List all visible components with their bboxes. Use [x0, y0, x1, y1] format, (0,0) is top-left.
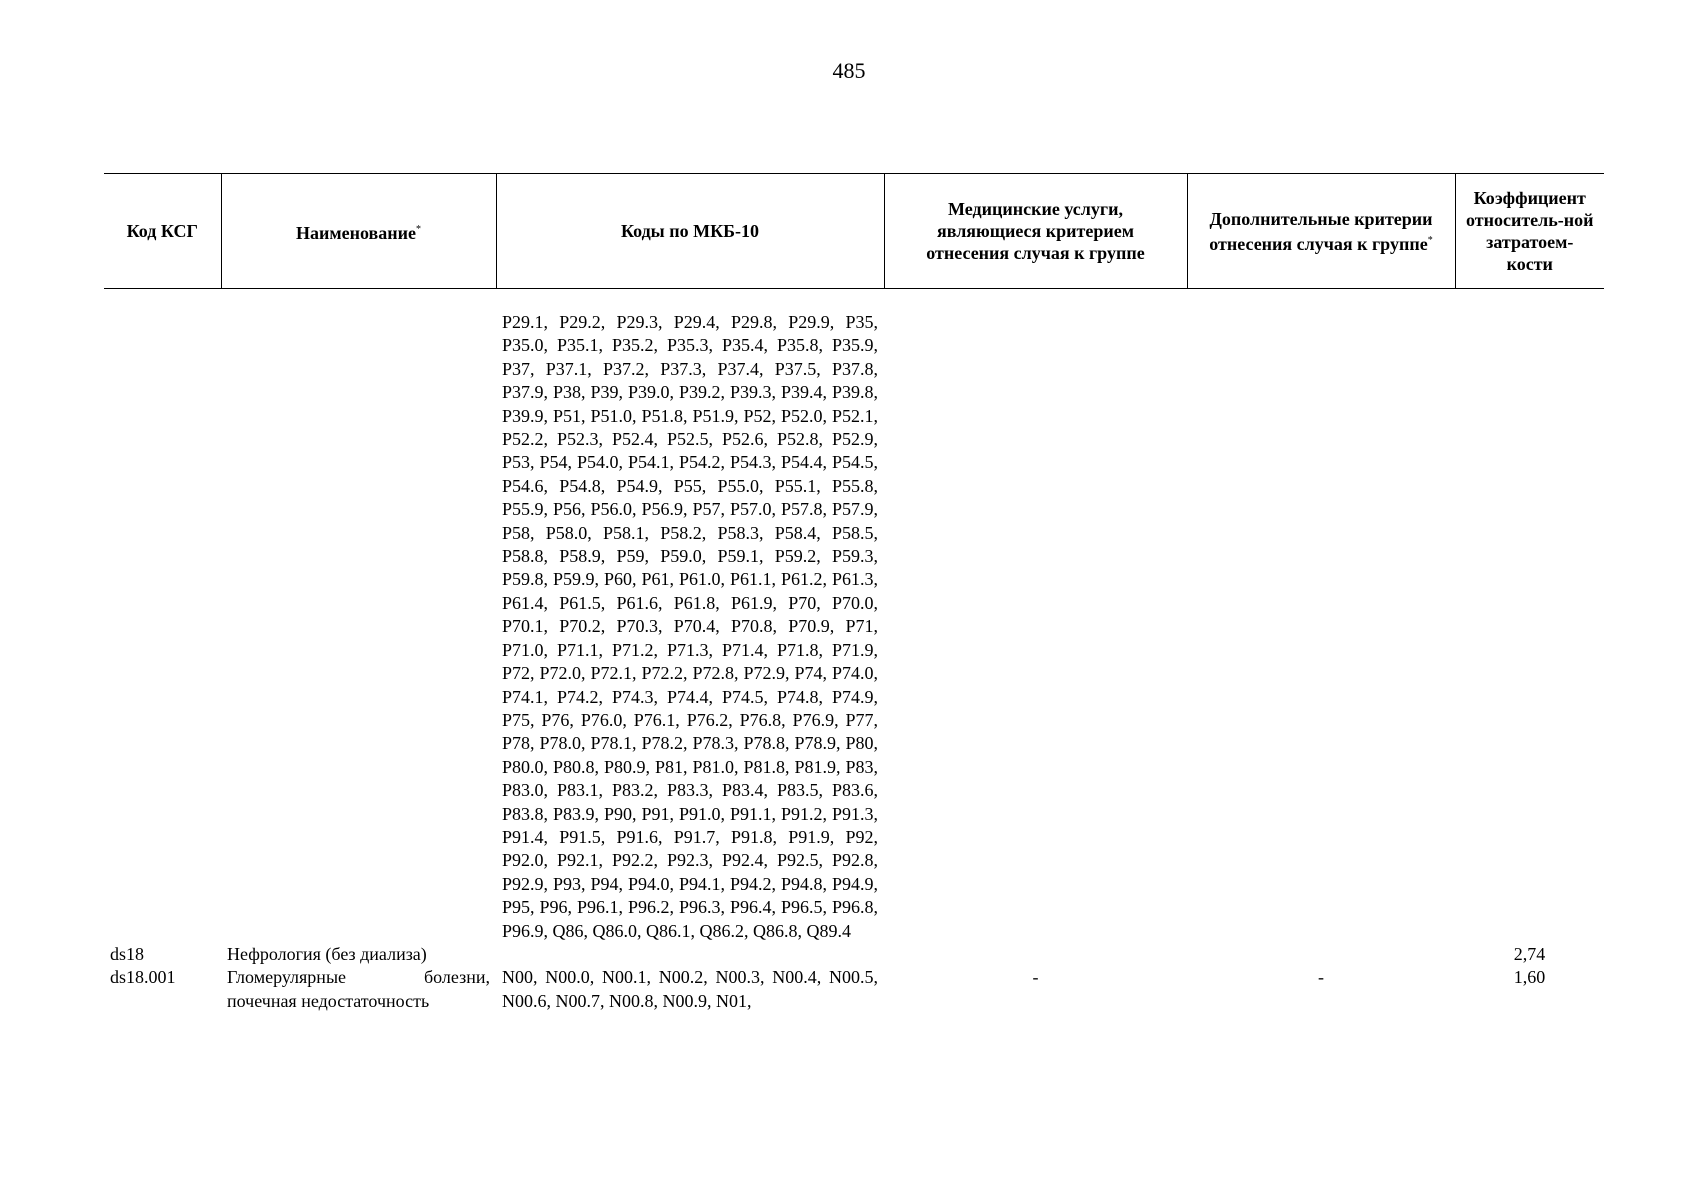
table-row: [104, 943, 1604, 966]
row-name: [221, 311, 496, 943]
header-code: Код КСГ: [104, 174, 221, 289]
row-criteria: [1187, 311, 1455, 943]
header-coefficient: Коэффициент относитель-ной затратоем-кости: [1455, 174, 1604, 289]
table-row: [104, 966, 1604, 1013]
row-icd-codes: [496, 943, 884, 966]
header-criteria: Дополнительные критерии отнесения случая к группе*: [1187, 174, 1455, 289]
row-services: [884, 943, 1187, 966]
row-criteria: -: [1318, 967, 1324, 988]
row-icd-codes: N00, N00.0, N00.1, N00.2, N00.3, N00.4, N00.5, N00.6, N00.7, N00.8, N00.9, N01,: [502, 967, 878, 1011]
row-code: ds18: [110, 943, 145, 964]
row-name: Нефрология (без диализа): [227, 943, 427, 964]
table-header-row: [104, 174, 1604, 289]
row-coefficient: 1,60: [1513, 967, 1546, 988]
row-code: [104, 311, 221, 943]
header-services: Медицинские услуги, являющиеся критерием отнесения случая к группе: [884, 174, 1187, 289]
row-code: ds18.001: [110, 967, 176, 988]
row-criteria: [1187, 943, 1455, 966]
header-name: Наименование*: [221, 174, 496, 289]
row-coefficient: 2,74: [1513, 943, 1546, 964]
row-services: -: [1032, 967, 1039, 988]
row-services: [884, 311, 1187, 943]
ksg-table: [104, 173, 1604, 1013]
page-number: 485: [832, 58, 866, 83]
table-row: [104, 311, 1604, 943]
header-icd-codes: Коды по МКБ-10: [496, 174, 884, 289]
row-name: Гломерулярные болезни, почечная недостаточность: [227, 967, 490, 1011]
row-coefficient: [1455, 311, 1604, 943]
row-icd-codes: P29.1, P29.2, P29.3, P29.4, P29.8, P29.9, P35, P35.0, P35.1, P35.2, P35.3, P35.4, P35.8, P35.9, P37, P37.1, P37.2, P37.3, P37.4, P37.5, P37.8, P37.9, P38, P39, P39.0, P39.2, P39.3, P39.4, P39.8, P39.9, P51, P51.0, P51.8, P51.9, P52, P52.0, P52.1, P52.2, P52.3, P52.4, P52.5, P52.6, P52.8, P52.9, P53, P54, P54.0, P54.1, P54.2, P54.3, P54.4, P54.5, P54.6, P54.8, P54.9, P55, P55.0, P55.1, P55.8, P55.9, P56, P56.0, P56.9, P57, P57.0, P57.8, P57.9, P58, P58.0, P58.1, P58.2, P58.3, P58.4, P58.5, P58.8, P58.9, P59, P59.0, P59.1, P59.2, P59.3, P59.8, P59.9, P60, P61, P61.0, P61.1, P61.2, P61.3, P61.4, P61.5, P61.6, P61.8, P61.9, P70, P70.0, P70.1, P70.2, P70.3, P70.4, P70.8, P70.9, P71, P71.0, P71.1, P71.2, P71.3, P71.4, P71.8, P71.9, P72, P72.0, P72.1, P72.2, P72.8, P72.9, P74, P74.0, P74.1, P74.2, P74.3, P74.4, P74.5, P74.8, P74.9, P75, P76, P76.0, P76.1, P76.2, P76.8, P76.9, P77, P78, P78.0, P78.1, P78.2, P78.3, P78.8, P78.9, P80, P80.0, P80.8, P80.9, P81, P81.0, P81.8, P81.9, P83, P83.0, P83.1, P83.2, P83.3, P83.4, P83.5, P83.6, P83.8, P83.9, P90, P91, P91.0, P91.1, P91.2, P91.3, P91.4, P91.5, P91.6, P91.7, P91.8, P91.9, P92, P92.0, P92.1, P92.2, P92.3, P92.4, P92.5, P92.8, P92.9, P93, P94, P94.0, P94.1, P94.2, P94.8, P94.9, P95, P96, P96.1, P96.2, P96.3, P96.4, P96.5, P96.8, P96.9, Q86, Q86.0, Q86.1, Q86.2, Q86.8, Q89.4: [502, 312, 878, 941]
